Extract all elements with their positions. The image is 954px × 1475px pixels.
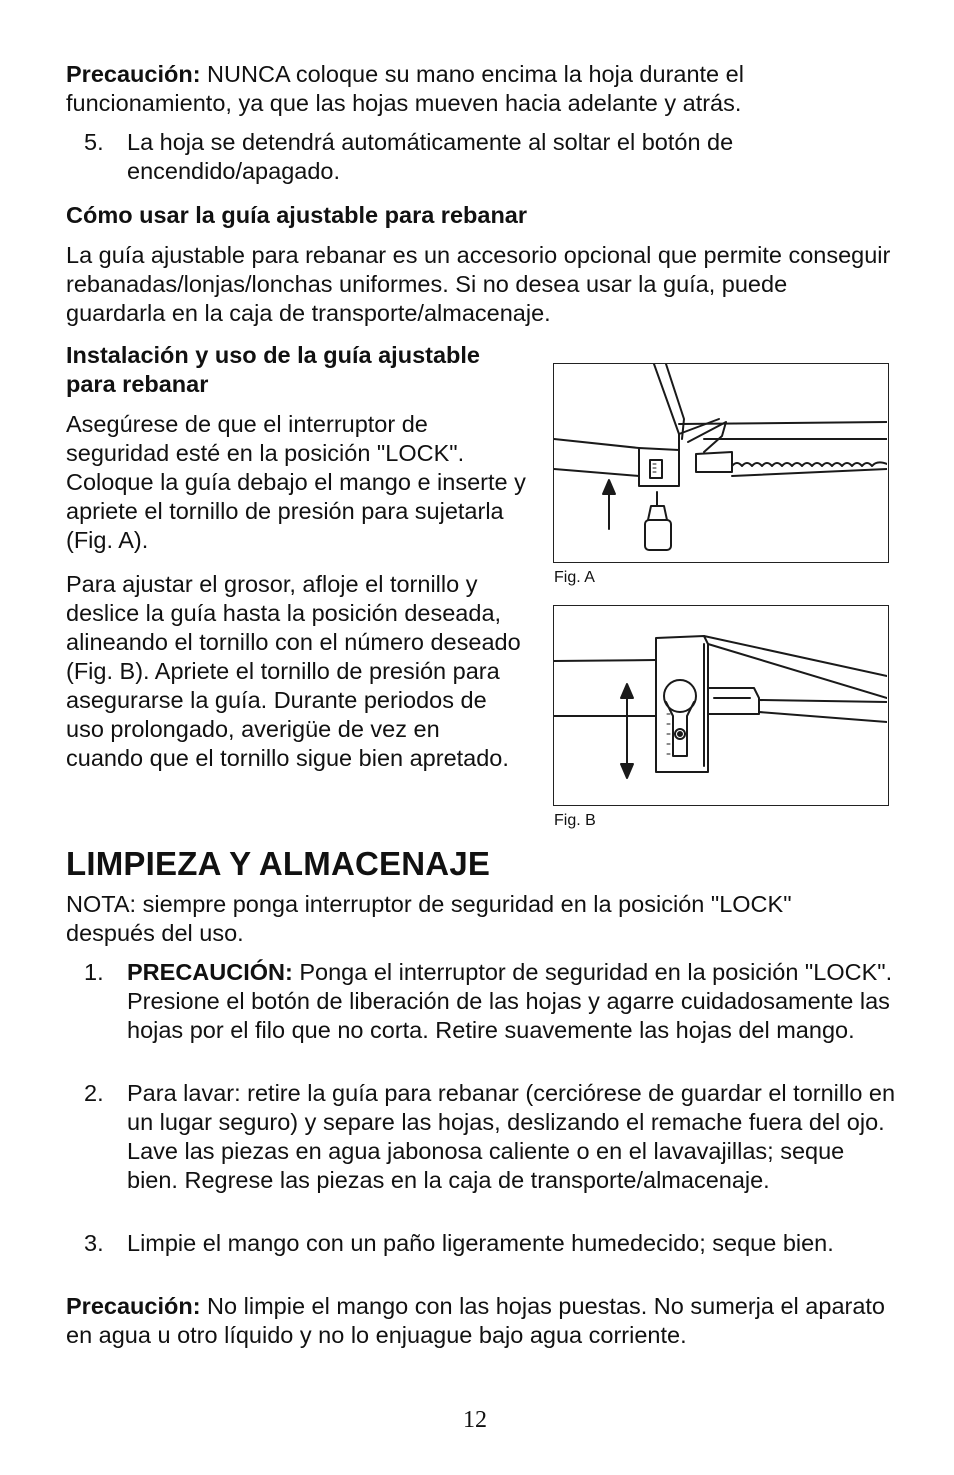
install-paragraph-1: Asegúrese de que el interruptor de seguridad esté en la posición "LOCK". Coloque la guía debajo el mango e inserte y apriete el tornillo de presión para sujetarla (Fig. A). xyxy=(66,411,526,553)
install-paragraph-2: Para ajustar el grosor, afloje el tornillo y deslice la guía hasta la posición deseada, alineando el tornillo con el número deseado (Fig. B). Apriete el tornillo de presión para asegurarse la guía. Durante periodos de uso prolongado, averigüe de vez en cuando que el tornillo sigue bien apretado. xyxy=(66,571,521,771)
step-text: La hoja se detendrá automáticamente al soltar el botón de encendido/apagado. xyxy=(127,129,734,184)
caution-text: No limpie el mango con las hojas puestas. No sumerja el aparato en agua u otro líquido y no lo enjuague bajo agua corriente. xyxy=(66,1293,886,1348)
section-heading: Cómo usar la guía ajustable para rebanar xyxy=(66,202,528,228)
figure-b xyxy=(553,605,889,806)
figure-a-illustration xyxy=(554,364,887,561)
step-label: PRECAUCIÓN: xyxy=(127,959,293,985)
step-body: Ponga el interruptor de seguridad en la posición "LOCK". Presione el botón de liberación de las hojas y agarre cuidadosamente las hojas por el filo que no corta. Retire suavemente las hojas del mango. xyxy=(127,959,893,1043)
figure-a-caption: Fig. A xyxy=(554,569,595,586)
figure-b-illustration xyxy=(554,606,887,804)
step-number: 5. xyxy=(84,129,104,155)
subsection-heading: Instalación y uso de la guía ajustable para rebanar xyxy=(66,342,480,397)
step-text: Limpie el mango con un paño ligeramente humedecido; seque bien. xyxy=(127,1230,834,1256)
step-number: 3. xyxy=(84,1230,104,1256)
step-text xyxy=(127,958,895,1045)
page-number: 12 xyxy=(463,1407,487,1433)
note-paragraph: NOTA: siempre ponga interruptor de seguridad en la posición "LOCK" después del uso. xyxy=(66,891,792,946)
caution-text: NUNCA coloque su mano encima la hoja durante el funcionamiento, ya que las hojas mueven hacia adelante y atrás. xyxy=(66,61,744,116)
section-paragraph: La guía ajustable para rebanar es un accesorio opcional que permite conseguir rebanadas/lonjas/lonchas uniformes. Si no desea usar la guía, puede guardarla en la caja de transporte/almacenaje. xyxy=(66,242,891,326)
caution-label: Precaución: xyxy=(66,1293,201,1319)
step-text: Para lavar: retire la guía para rebanar (cerciórese de guardar el tornillo en un lugar seguro) y separe las hojas, deslizando el remache fuera del ojo. Lave las piezas en agua jabonosa caliente o en el lavavajillas; seque bien. Regrese las piezas en la caja de transporte/almacenaje. xyxy=(127,1080,896,1193)
final-caution xyxy=(66,1292,886,1350)
main-heading: LIMPIEZA Y ALMACENAJE xyxy=(66,845,491,882)
figure-a xyxy=(553,363,889,563)
step-number: 2. xyxy=(84,1080,104,1106)
intro-caution xyxy=(66,60,866,118)
figure-b-caption: Fig. B xyxy=(554,812,596,829)
step-number: 1. xyxy=(84,959,104,985)
caution-label: Precaución: xyxy=(66,61,201,87)
